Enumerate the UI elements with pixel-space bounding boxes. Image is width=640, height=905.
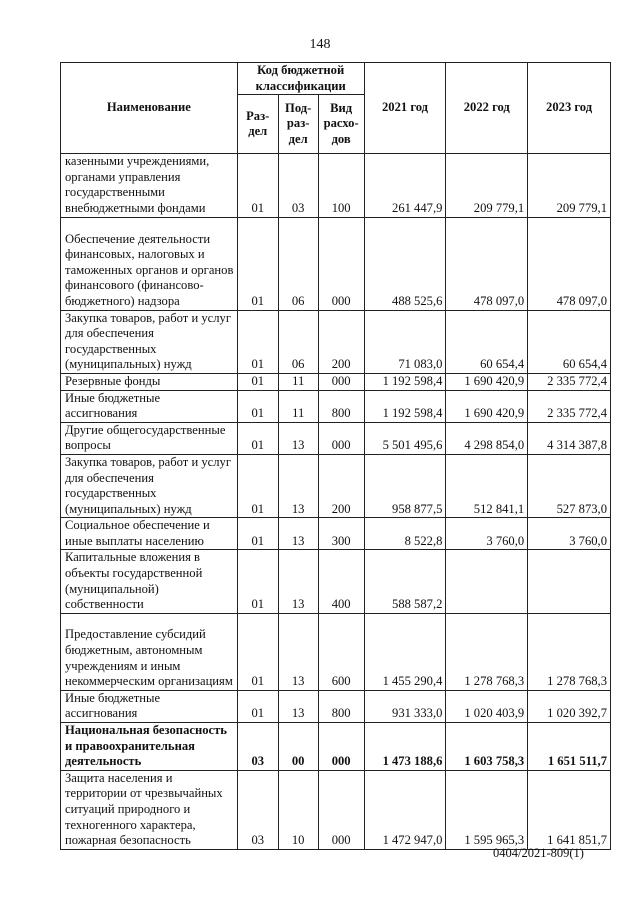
document-code: 0404/2021-809(1)	[493, 846, 584, 860]
table-row	[61, 373, 611, 390]
row-name: Закупка товаров, работ и услуг для обеспечения государственных (муниципальных) нужд	[61, 454, 238, 517]
header-razdel: Раз-дел	[237, 95, 278, 154]
row-name: Закупка товаров, работ и услуг для обеспечения государственных (муниципальных) нужд	[61, 310, 238, 373]
row-name: Социальное обеспечение и иные выплаты населению	[61, 518, 238, 550]
row-2022: 512 841,1	[446, 454, 528, 517]
row-2021: 958 877,5	[364, 454, 446, 517]
row-2023: 2 335 772,4	[528, 373, 611, 390]
row-podrazdel: 06	[278, 217, 318, 310]
row-2022: 4 298 854,0	[446, 422, 528, 454]
row-podrazdel: 13	[278, 422, 318, 454]
row-vid: 600	[318, 613, 364, 690]
row-razdel: 01	[237, 217, 278, 310]
row-name: Предоставление субсидий бюджетным, автономным учреждениям и иным некоммерческим организациям	[61, 613, 238, 690]
row-2022: 3 760,0	[446, 518, 528, 550]
row-razdel: 01	[237, 390, 278, 422]
table-row	[61, 550, 611, 613]
row-2022	[446, 550, 528, 613]
row-podrazdel: 13	[278, 690, 318, 722]
header-2022: 2022 год	[446, 63, 528, 154]
row-2021: 1 192 598,4	[364, 390, 446, 422]
table-row	[61, 518, 611, 550]
row-vid: 000	[318, 217, 364, 310]
table-row	[61, 770, 611, 849]
row-2021: 588 587,2	[364, 550, 446, 613]
row-vid: 000	[318, 723, 364, 771]
row-2023: 478 097,0	[528, 217, 611, 310]
row-vid: 200	[318, 454, 364, 517]
row-2023: 60 654,4	[528, 310, 611, 373]
row-podrazdel: 06	[278, 310, 318, 373]
row-2023: 3 760,0	[528, 518, 611, 550]
row-name: казенными учреждениями, органами управления государственными внебюджетными фондами	[61, 154, 238, 217]
row-2021: 261 447,9	[364, 154, 446, 217]
row-razdel: 01	[237, 550, 278, 613]
row-razdel: 03	[237, 723, 278, 771]
row-2022: 1 595 965,3	[446, 770, 528, 849]
table-body	[61, 154, 611, 850]
row-2022: 209 779,1	[446, 154, 528, 217]
row-name: Национальная безопасность и правоохранительная деятельность	[61, 723, 238, 771]
row-podrazdel: 13	[278, 518, 318, 550]
row-vid: 000	[318, 373, 364, 390]
row-razdel: 01	[237, 690, 278, 722]
budget-table	[60, 62, 611, 850]
table-row	[61, 390, 611, 422]
row-podrazdel: 13	[278, 454, 318, 517]
row-2023: 1 278 768,3	[528, 613, 611, 690]
row-2023: 1 651 511,7	[528, 723, 611, 771]
row-vid: 800	[318, 390, 364, 422]
row-2021: 1 455 290,4	[364, 613, 446, 690]
header-name: Наименование	[61, 63, 238, 154]
row-name: Иные бюджетные ассигнования	[61, 390, 238, 422]
table-row	[61, 723, 611, 771]
row-razdel: 01	[237, 422, 278, 454]
row-2021: 931 333,0	[364, 690, 446, 722]
table-row	[61, 217, 611, 310]
row-2021: 1 192 598,4	[364, 373, 446, 390]
header-vid: Вид расхо-дов	[318, 95, 364, 154]
row-podrazdel: 11	[278, 373, 318, 390]
row-2021: 8 522,8	[364, 518, 446, 550]
row-2021: 1 473 188,6	[364, 723, 446, 771]
row-podrazdel: 13	[278, 613, 318, 690]
row-2023: 527 873,0	[528, 454, 611, 517]
row-name: Обеспечение деятельности финансовых, налоговых и таможенных органов и органов финансового (финансово-бюджетного) надзора	[61, 217, 238, 310]
row-2022: 1 690 420,9	[446, 390, 528, 422]
row-vid: 000	[318, 770, 364, 849]
row-2022: 1 278 768,3	[446, 613, 528, 690]
row-name: Другие общегосударственные вопросы	[61, 422, 238, 454]
table-row	[61, 613, 611, 690]
header-podrazdel: Под-раз-дел	[278, 95, 318, 154]
row-vid: 100	[318, 154, 364, 217]
row-2021: 71 083,0	[364, 310, 446, 373]
row-razdel: 01	[237, 373, 278, 390]
row-vid: 400	[318, 550, 364, 613]
row-2022: 1 020 403,9	[446, 690, 528, 722]
row-podrazdel: 00	[278, 723, 318, 771]
table-row	[61, 310, 611, 373]
row-2023	[528, 550, 611, 613]
row-podrazdel: 13	[278, 550, 318, 613]
row-2023: 1 020 392,7	[528, 690, 611, 722]
row-2023: 209 779,1	[528, 154, 611, 217]
row-2022: 1 603 758,3	[446, 723, 528, 771]
page-number: 148	[309, 37, 331, 52]
row-podrazdel: 11	[278, 390, 318, 422]
row-vid: 200	[318, 310, 364, 373]
row-2023: 4 314 387,8	[528, 422, 611, 454]
row-2023: 1 641 851,7	[528, 770, 611, 849]
header-2021: 2021 год	[364, 63, 446, 154]
row-2022: 60 654,4	[446, 310, 528, 373]
row-vid: 000	[318, 422, 364, 454]
row-2021: 1 472 947,0	[364, 770, 446, 849]
row-podrazdel: 03	[278, 154, 318, 217]
row-razdel: 01	[237, 154, 278, 217]
row-name: Резервные фонды	[61, 373, 238, 390]
row-razdel: 01	[237, 310, 278, 373]
row-razdel: 01	[237, 613, 278, 690]
table-row	[61, 422, 611, 454]
row-vid: 300	[318, 518, 364, 550]
row-razdel: 03	[237, 770, 278, 849]
row-vid: 800	[318, 690, 364, 722]
row-2023: 2 335 772,4	[528, 390, 611, 422]
row-2021: 5 501 495,6	[364, 422, 446, 454]
table-row	[61, 154, 611, 217]
header-budget-code: Код бюджетной классификации	[237, 63, 364, 95]
row-name: Капитальные вложения в объекты государственной (муниципальной) собственности	[61, 550, 238, 613]
row-podrazdel: 10	[278, 770, 318, 849]
table-row	[61, 690, 611, 722]
row-2021: 488 525,6	[364, 217, 446, 310]
header-2023: 2023 год	[528, 63, 611, 154]
row-2022: 1 690 420,9	[446, 373, 528, 390]
table-row	[61, 454, 611, 517]
row-razdel: 01	[237, 454, 278, 517]
row-name: Иные бюджетные ассигнования	[61, 690, 238, 722]
row-razdel: 01	[237, 518, 278, 550]
row-name: Защита населения и территории от чрезвычайных ситуаций природного и техногенного характера, пожарная безопасность	[61, 770, 238, 849]
row-2022: 478 097,0	[446, 217, 528, 310]
